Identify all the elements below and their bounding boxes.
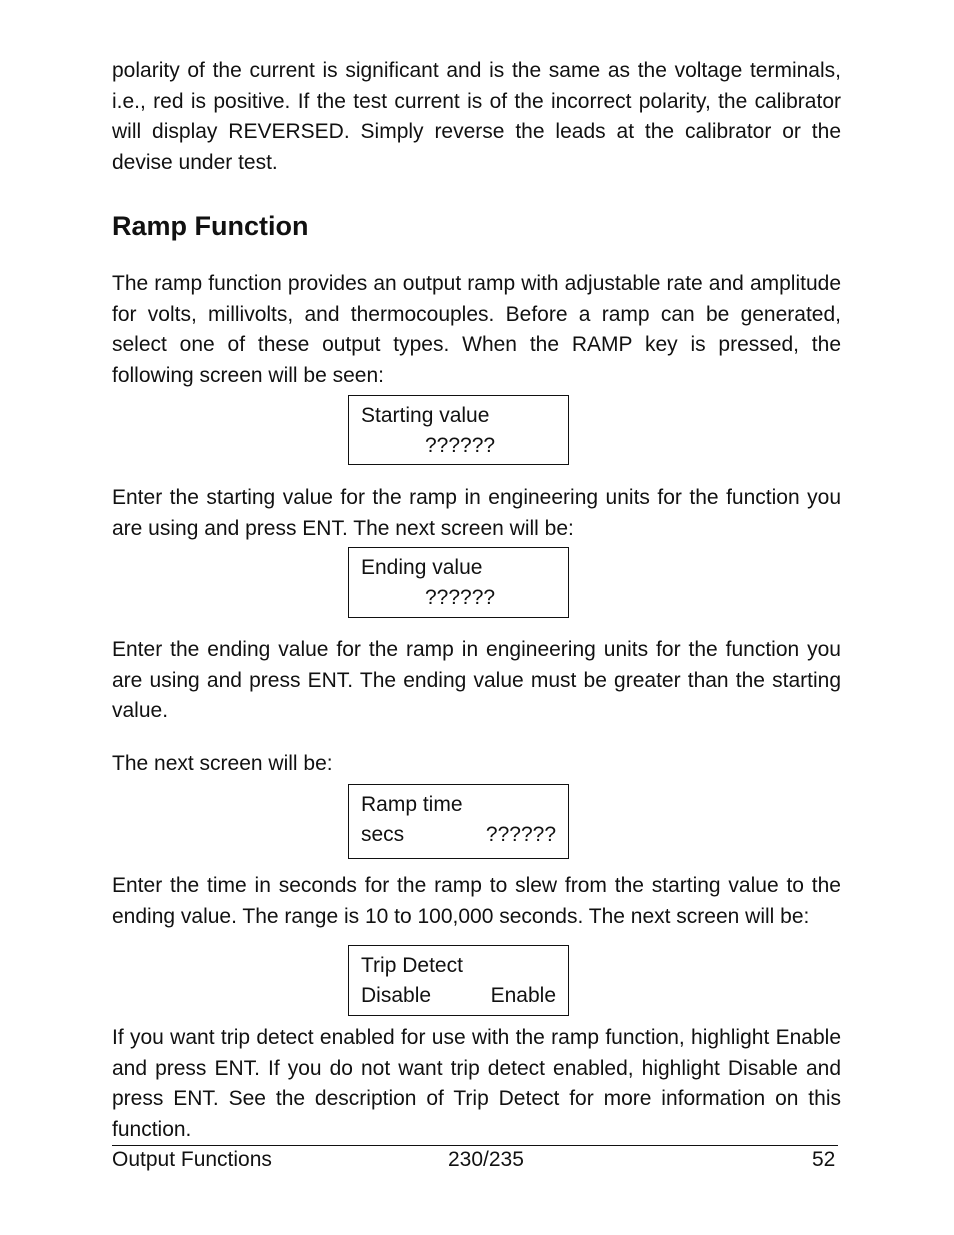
trip-detect-paragraph: If you want trip detect enabled for use with the ramp function, highlight Enable and press ENT. If you do not want trip detect enabled, highlight Disable and press ENT. See the description of Trip Detect for more information on this function. — [112, 1026, 841, 1141]
starting-value-paragraph: Enter the starting value for the ramp in engineering units for the function you are using and press ENT. The next screen will be: — [112, 486, 841, 540]
screen-line-2: ?????? — [425, 586, 496, 609]
disable-option: Disable — [361, 984, 432, 1007]
footer-section-title: Output Functions — [112, 1148, 272, 1171]
section-heading: Ramp Function — [112, 211, 309, 241]
screen-line-1: Starting value — [361, 404, 490, 427]
enable-option: Enable — [490, 984, 556, 1007]
screen-line-2: ?????? — [425, 434, 496, 457]
intro-paragraph: polarity of the current is significant and is the same as the voltage terminals, i.e., red is positive. If the test current is of the incorrect polarity, the calibrator will display REVERSED. Simply reverse the leads at the calibrator or the devise under test. — [112, 59, 841, 174]
screen-line-1: Ending value — [361, 556, 483, 579]
page-number: 52 — [812, 1148, 836, 1171]
starting-value-screen — [348, 395, 569, 465]
ramp-time-screen — [348, 784, 569, 859]
screen-line-2 — [361, 820, 556, 850]
screen-line-1: Trip Detect — [361, 954, 463, 977]
ramp-time-paragraph: Enter the time in seconds for the ramp to slew from the starting value to the ending value. The range is 10 to 100,000 seconds. The next screen will be: — [112, 874, 841, 928]
screen-line-1: Ramp time — [361, 793, 463, 816]
ramp-intro-paragraph: The ramp function provides an output ramp with adjustable rate and amplitude for volts, millivolts, and thermocouples. Before a ramp can be generated, select one of these output types. When the RAMP key is pressed, the following screen will be seen: — [112, 272, 841, 387]
trip-detect-screen — [348, 945, 569, 1016]
ending-value-screen — [348, 547, 569, 618]
screen-unit-label: secs — [361, 823, 405, 846]
ending-value-paragraph: Enter the ending value for the ramp in engineering units for the function you are using and press ENT. The ending value must be greater than the starting value. — [112, 638, 841, 722]
screen-line-2 — [361, 981, 556, 1011]
screen-value: ?????? — [485, 823, 556, 846]
footer-model: 230/235 — [448, 1148, 524, 1171]
next-screen-paragraph: The next screen will be: — [112, 752, 333, 775]
